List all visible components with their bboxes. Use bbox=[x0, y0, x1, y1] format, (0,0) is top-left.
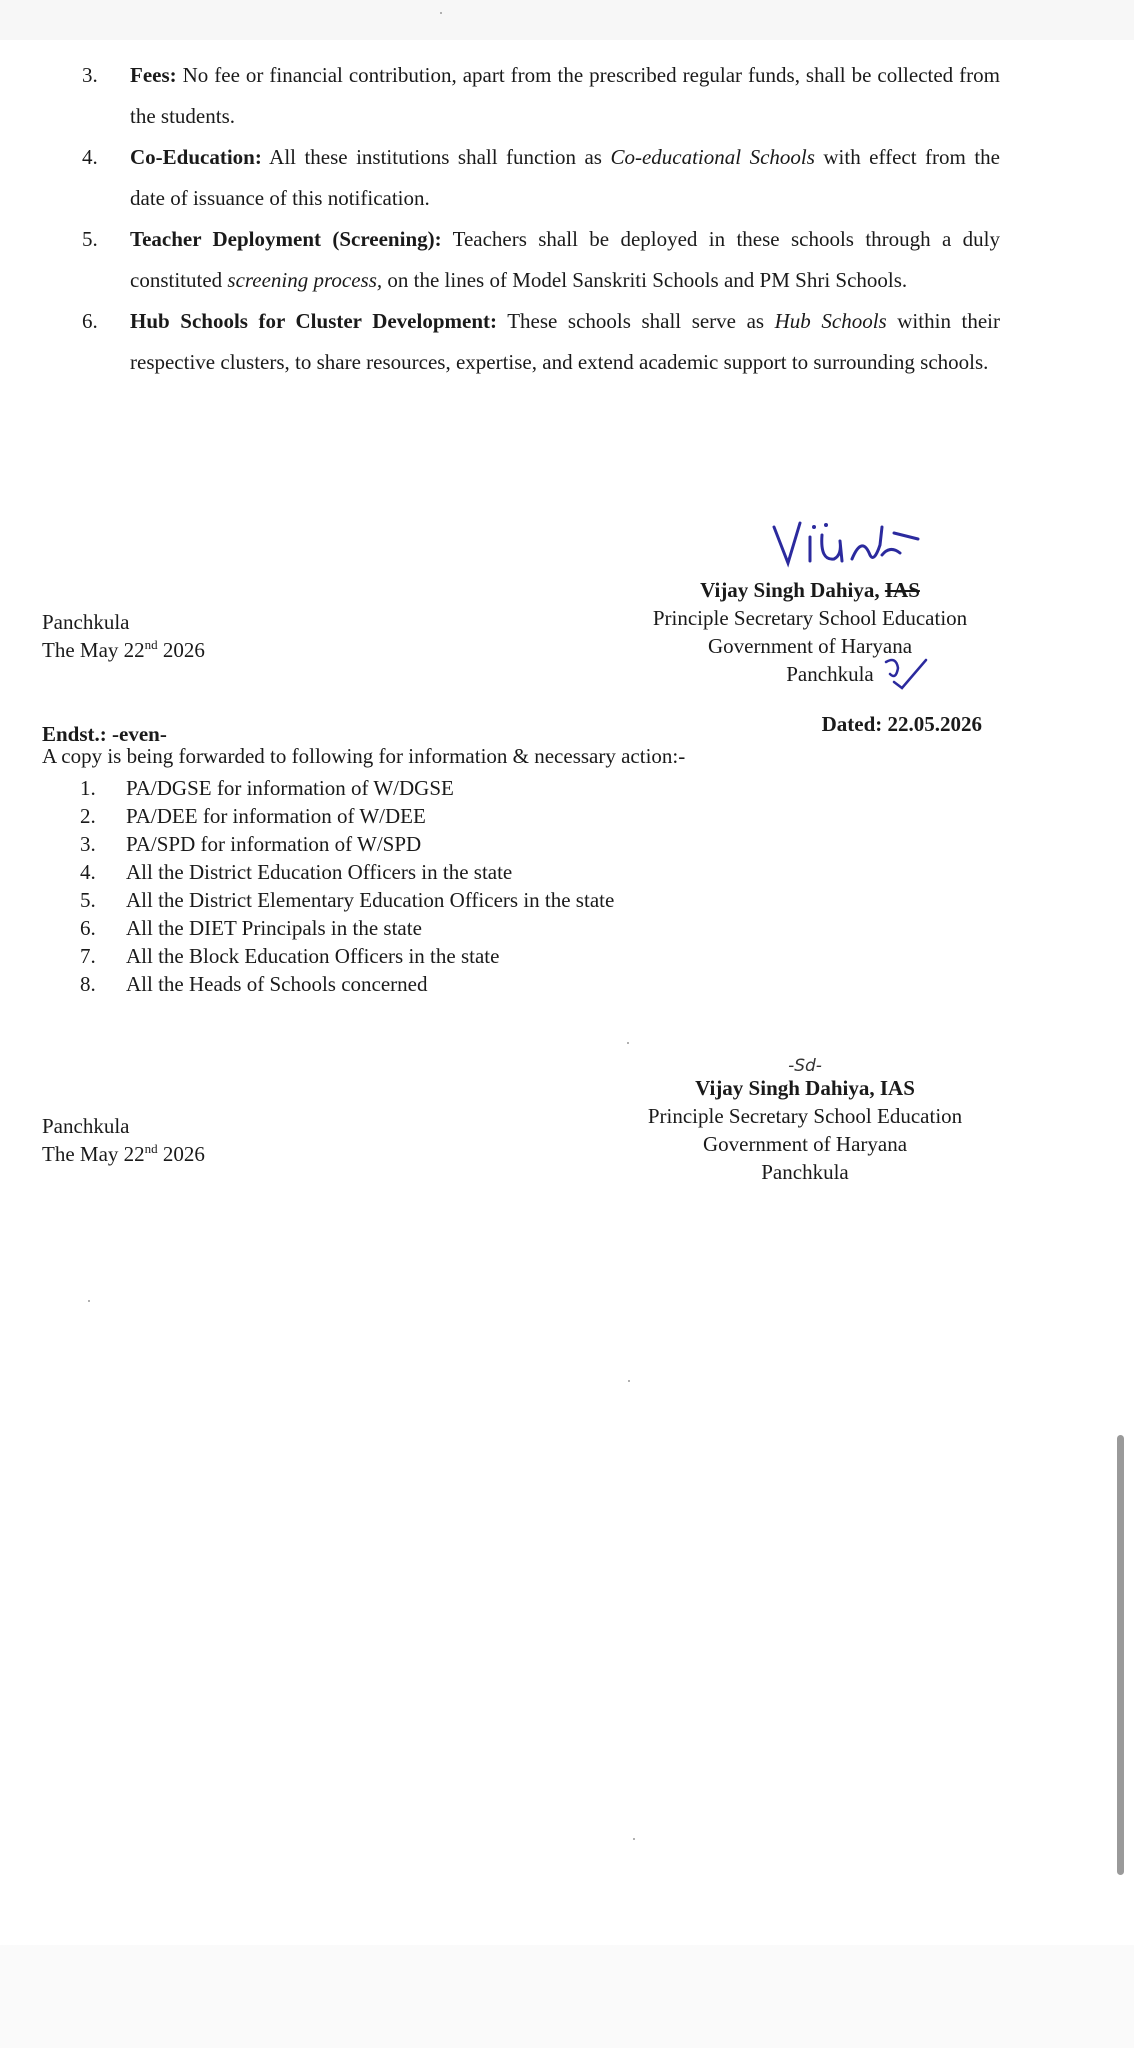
sd-mark: -Sd- bbox=[788, 1056, 822, 1076]
signatory-city: Panchkula bbox=[786, 662, 874, 686]
signatory-name: Vijay Singh Dahiya, IAS bbox=[695, 1076, 915, 1100]
signature-block-2 bbox=[620, 1074, 990, 1186]
list-item: 7. All the Block Education Officers in the state bbox=[80, 944, 500, 968]
point-text: All these institutions shall function as bbox=[261, 145, 611, 169]
date: The May 22nd 2026 bbox=[42, 1141, 205, 1166]
point-hub-schools bbox=[70, 301, 1000, 383]
scan-speck bbox=[627, 1042, 629, 1044]
place: Panchkula bbox=[42, 610, 130, 634]
list-item: 6. All the DIET Principals in the state bbox=[80, 916, 422, 940]
point-co-education bbox=[70, 137, 1000, 219]
place-date-2 bbox=[42, 1112, 205, 1168]
point-italic: Hub Schools bbox=[774, 309, 887, 333]
point-text: on the lines of Model Sanskriti Schools and PM Shri Schools. bbox=[382, 268, 908, 292]
vertical-scrollbar[interactable] bbox=[1117, 1435, 1124, 1875]
date: The May 22nd 2026 bbox=[42, 637, 205, 662]
list-item: 8. All the Heads of Schools concerned bbox=[80, 972, 428, 996]
list-item: 5. All the District Elementary Education Officers in the state bbox=[80, 888, 615, 912]
point-text: within their respective clusters, to share resources, expertise, and extend academic support to surrounding schools. bbox=[130, 309, 1000, 374]
point-number: 6. bbox=[82, 309, 98, 333]
bottom-strip bbox=[0, 1945, 1134, 2048]
point-number: 5. bbox=[82, 227, 98, 251]
point-fees bbox=[70, 55, 1000, 137]
scan-speck bbox=[633, 1838, 635, 1840]
top-strip bbox=[0, 0, 1134, 40]
point-title: Hub Schools for Cluster Development: bbox=[130, 309, 497, 333]
point-text: No fee or financial contribution, apart from the prescribed regular funds, shall be collected from the students. bbox=[130, 63, 1000, 128]
signature-block-1 bbox=[625, 576, 995, 688]
scan-speck bbox=[88, 1300, 90, 1302]
signatory-designation: Principle Secretary School Education bbox=[652, 606, 968, 630]
place-date-1 bbox=[42, 608, 205, 664]
point-body bbox=[130, 55, 1000, 137]
point-text: Teachers shall be deployed in these schools through a duly constituted bbox=[130, 227, 1001, 292]
place: Panchkula bbox=[42, 1114, 130, 1138]
signatory-government: Government of Haryana bbox=[702, 1132, 908, 1156]
initials-mark bbox=[880, 654, 930, 690]
forward-text: A copy is being forwarded to following for information & necessary action:- bbox=[42, 744, 686, 768]
signatory-government: Government of Haryana bbox=[707, 634, 913, 658]
recipient-list bbox=[70, 774, 614, 998]
signatory-designation: Principle Secretary School Education bbox=[647, 1104, 963, 1128]
point-body bbox=[130, 219, 1000, 301]
list-item: 1. PA/DGSE for information of W/DGSE bbox=[80, 776, 454, 800]
endorsement-label: Endst.: -even- bbox=[42, 722, 167, 746]
point-title: Teacher Deployment (Screening): bbox=[130, 227, 442, 251]
point-italic: Co-educational Schools bbox=[610, 145, 815, 169]
scan-speck bbox=[628, 1380, 630, 1382]
point-body bbox=[130, 137, 1000, 219]
point-title: Fees: bbox=[130, 63, 177, 87]
point-text: These schools shall serve as bbox=[497, 309, 775, 333]
point-text: with effect from the date of issuance of this notification. bbox=[130, 145, 1000, 210]
point-body bbox=[130, 301, 1000, 383]
point-teacher-deployment bbox=[70, 219, 1000, 301]
list-item: 2. PA/DEE for information of W/DEE bbox=[80, 804, 426, 828]
handwritten-signature bbox=[770, 515, 935, 575]
dated-label: Dated: 22.05.2026 bbox=[821, 712, 982, 736]
numbered-points bbox=[70, 55, 1000, 383]
point-number: 4. bbox=[82, 145, 98, 169]
point-number: 3. bbox=[82, 63, 98, 87]
signatory-name: Vijay Singh Dahiya, IAS bbox=[700, 578, 920, 602]
list-item: 3. PA/SPD for information of W/SPD bbox=[80, 832, 422, 856]
point-title: Co-Education: bbox=[130, 145, 262, 169]
signatory-city: Panchkula bbox=[761, 1160, 849, 1184]
list-item: 4. All the District Education Officers in the state bbox=[80, 860, 513, 884]
scan-speck bbox=[440, 12, 442, 14]
point-italic: screening process, bbox=[227, 268, 383, 292]
struck-suffix: IAS bbox=[884, 578, 920, 602]
